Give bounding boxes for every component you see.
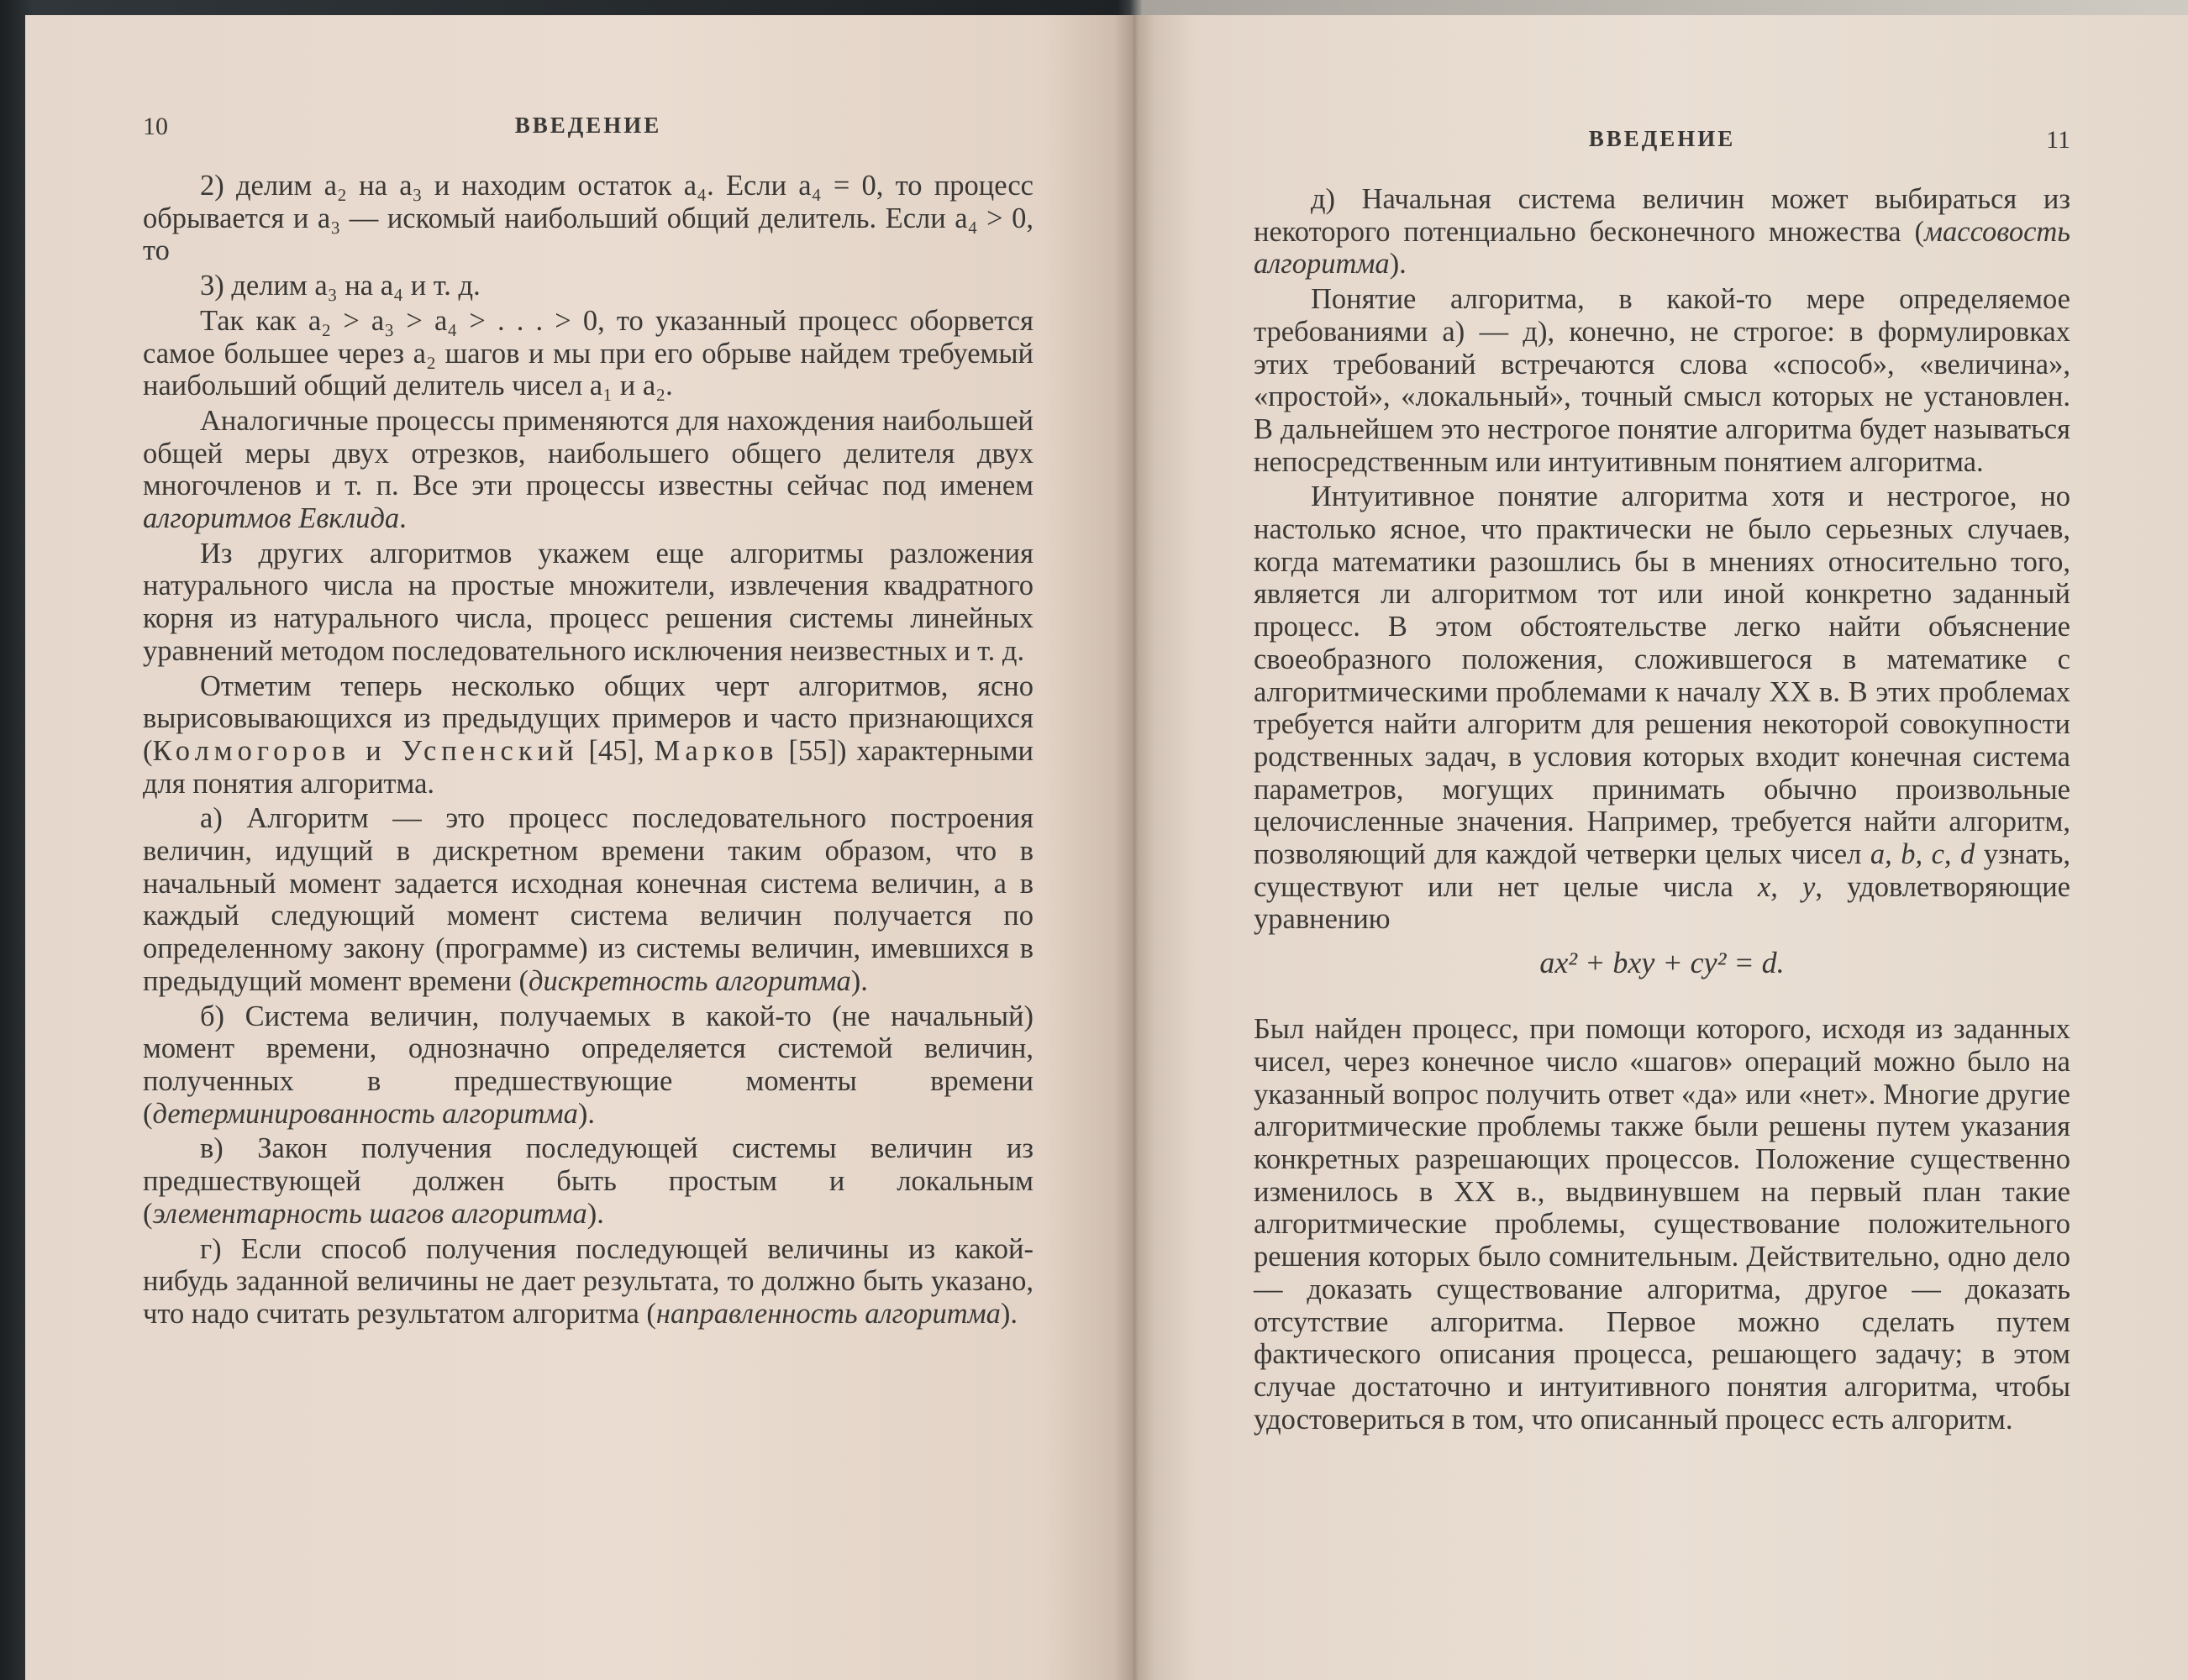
text-run: Был найден процесс, при помощи которого, исходя из заданных чисел, через конечное число «шагов» операций можно было на указанный вопрос получить ответ «да» или «нет». Многие другие алгоритмические проблемы также были решены путем указания конкретных разрешающих процессов. Положение существенно изменилось в XX в., выдвинувшем на первый план такие алгоритмические проблемы, существование положительного решения которых было сомнительным. Действительно, одно дело — доказать существование алгоритма, другое — доказать отсутствие алгоритма. Первое можно сделать путем фактического описания процесса, решающего задачу; в этом случае достаточно и интуитивного понятия алгоритма, чтобы удостовериться в том, что описанный процесс есть алгоритм.	[1254, 1013, 2070, 1436]
author-name: Колмогоров и Успенский	[152, 734, 579, 767]
text-run: Из других алгоритмов укажем еще алгоритмы разложения натурального числа на простые множители, извлечения квадратного корня из натурального числа, процесс решения системы линейных уравнений методом последовательного исключения неизвестных и т. д.	[143, 537, 1034, 667]
text-run: ).	[577, 1097, 595, 1130]
paragraph	[143, 305, 1034, 402]
paragraph	[1254, 283, 2070, 478]
text-run: Отметим теперь несколько общих черт алгоритмов, ясно вырисовывающихся из предыдущих примеров и часто признающихся (	[143, 669, 1034, 767]
left-page-body	[143, 170, 1034, 1331]
right-page-body-bottom	[1254, 1013, 2070, 1436]
left-page	[25, 15, 1133, 1680]
italic-term: элементарность шагов алгоритма	[152, 1197, 587, 1230]
italic-term: детерминированность алгоритма	[152, 1097, 578, 1130]
left-running-head	[143, 113, 1034, 151]
paragraph	[143, 1233, 1034, 1331]
book-spread	[25, 15, 2188, 1680]
text-run: в) Закон получения последующей системы величин из предшествующей должен быть простым и локальным (	[143, 1132, 1034, 1230]
text-run: ).	[586, 1197, 604, 1230]
text-run: ).	[1000, 1297, 1018, 1330]
italic-term: массовость алгоритма	[1254, 215, 2070, 281]
right-page	[1133, 15, 2188, 1680]
text-run: [55]) характерными для понятия алгоритма.	[143, 734, 1034, 800]
paragraph	[1254, 480, 2070, 936]
text-run: Интуитивное понятие алгоритма хотя и нестрогое, но настолько ясное, что практически не было серьезных случаев, когда математики разошлись бы в мнениях относительно того, является ли алгоритмом тот или иной конкретно заданный процесс. В этом обстоятельстве легко найти объяснение своеобразного положения, сложившегося в математике с алгоритмическими проблемами к началу XX в. В этих проблемах требуется найти алгоритм для решения некоторой совокупности родственных задач, в условия которых входит конечная система параметров, могущих принимать обычно произвольные целочисленные значения. Например, требуется найти алгоритм, позволяющий для каждой четверки целых чисел	[1254, 480, 2070, 871]
text-run: Понятие алгоритма, в какой-то мере определяемое требованиями а) — д), конечно, не строгое: в формулировках этих требований встречаются слова «способ», «величина», «простой», «локальный», точный смысл которых не установлен. В дальнейшем это нестрогое понятие алгоритма будет называться непосредственным или интуитивным понятием алгоритма.	[1254, 283, 2070, 478]
paragraph	[143, 670, 1034, 801]
italic-term: x, y	[1757, 870, 1816, 903]
paragraph	[143, 802, 1034, 997]
text-run: 2) делим a₂ на a₃ и находим остаток a₄. Если a₄ = 0, то процесс обрывается и a₃ — искомый наибольший общий делитель. Если a₄ > 0, то	[143, 170, 1034, 267]
text-run: 3) делим a₃ на a₄ и т. д.	[200, 270, 481, 302]
italic-term: направленность алгоритма	[655, 1297, 1001, 1330]
paragraph	[1254, 183, 2070, 281]
author-name: Марков	[654, 734, 779, 767]
text-run: [45],	[578, 734, 655, 767]
paragraph	[143, 405, 1034, 535]
text-run: .	[399, 502, 407, 535]
paragraph	[143, 170, 1034, 267]
text-run: ).	[850, 964, 868, 997]
paragraph	[143, 1132, 1034, 1230]
left-page-number: 10	[143, 113, 168, 140]
left-running-title: ВВЕДЕНИЕ	[514, 113, 662, 138]
text-run: ).	[1389, 248, 1407, 281]
equation: ax² + bxy + cy² = d.	[1539, 946, 1785, 980]
paragraph	[143, 1000, 1034, 1131]
paragraph	[1254, 1013, 2070, 1436]
italic-term: a, b, c, d	[1870, 838, 1975, 871]
text-run: д) Начальная система величин может выбираться из некоторого потенциально бесконечного множества (	[1254, 183, 2070, 248]
text-run: г) Если способ получения последующей величины из какой-нибудь заданной величины не дает результата, то должно быть указано, что надо считать результатом алгоритма (	[143, 1232, 1034, 1330]
right-running-head	[1254, 126, 2070, 165]
text-run: Так как a₂ > a₃ > a₄ > . . . > 0, то указанный процесс оборвется самое большее через a₂ шагов и мы при его обрыве найдем требуемый наибольший общий делитель чисел a₁ и a₂.	[143, 304, 1034, 402]
text-run: а) Алгоритм — это процесс последовательного построения величин, идущий в дискретном времени таким образом, что в начальный момент задается исходная конечная система величин, а в каждый следующий момент система величин получается по определенному закону (программе) из системы величин, имевшихся в предыдущий момент времени (	[143, 802, 1034, 997]
right-page-body-top	[1254, 183, 2070, 936]
text-run: узнать, существуют или нет целые числа	[1254, 838, 2070, 903]
paragraph	[143, 270, 1034, 302]
text-run: , удовлетворяющие уравнению	[1254, 870, 2070, 936]
text-run: б) Система величин, получаемых в какой-то (не начальный) момент времени, однозначно определяется системой величин, полученных в предшествующие моменты времени (	[143, 1000, 1034, 1130]
italic-term: дискретность алгоритма	[529, 964, 851, 997]
right-running-title: ВВЕДЕНИЕ	[1588, 126, 1736, 151]
italic-term: алгоритмов Евклида	[143, 502, 400, 535]
right-page-number: 11	[2046, 126, 2070, 154]
text-run: Аналогичные процессы применяются для нахождения наибольшей общей меры двух отрезков, наибольшего общего делителя двух многочленов и т. п. Все эти процессы известны сейчас под именем	[143, 404, 1034, 502]
paragraph	[143, 538, 1034, 668]
